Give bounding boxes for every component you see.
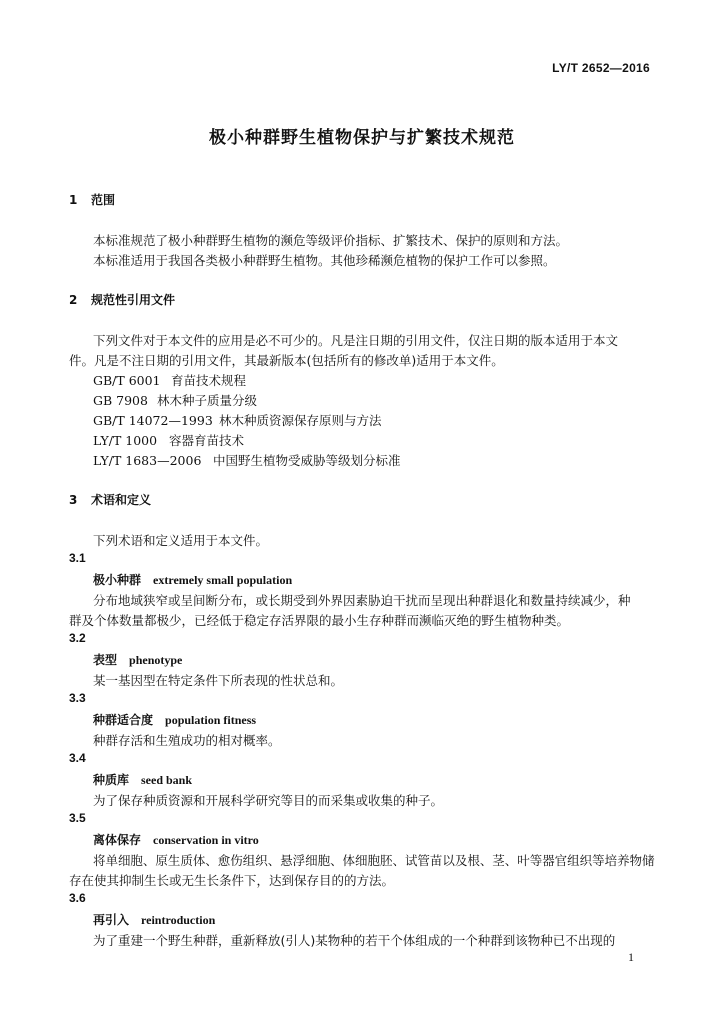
term-entry bbox=[93, 831, 259, 848]
term-chinese: 种群适合度 bbox=[93, 713, 154, 727]
term-definition: 将单细胞、原生质体、愈伤组织、悬浮细胞、体细胞胚、试管苗以及根、茎、叶等器官组织等培养物储 bbox=[93, 853, 655, 868]
reference-item bbox=[93, 431, 244, 449]
term-english: extremely small population bbox=[153, 573, 293, 587]
paragraph: 本标准规范了极小种群野生植物的濒危等级评价指标、扩繁技术、保护的原则和方法。 bbox=[93, 233, 569, 248]
section-title: 术语和定义 bbox=[91, 493, 152, 507]
term-number: 3.6 bbox=[69, 891, 86, 905]
reference-code: LY/T 1000 bbox=[93, 433, 158, 448]
reference-item bbox=[93, 371, 246, 389]
term-number: 3.4 bbox=[69, 751, 86, 765]
page-number: 1 bbox=[628, 950, 634, 964]
reference-code: GB/T 6001 bbox=[93, 373, 161, 388]
term-entry bbox=[93, 651, 182, 668]
reference-item bbox=[93, 391, 257, 409]
term-entry bbox=[93, 571, 292, 588]
term-english: conservation in vitro bbox=[153, 833, 259, 847]
section-3-heading bbox=[69, 491, 151, 508]
reference-item bbox=[93, 411, 382, 429]
paragraph: 下列术语和定义适用于本文件。 bbox=[93, 533, 269, 548]
section-title: 范围 bbox=[91, 193, 116, 207]
reference-code: GB 7908 bbox=[93, 393, 148, 408]
paragraph-line: 下列文件对于本文件的应用是必不可少的。凡是注日期的引用文件，仅注日期的版本适用于本文 bbox=[93, 333, 619, 348]
section-number: 2 bbox=[69, 293, 78, 307]
term-entry bbox=[93, 911, 215, 928]
paragraph-line: 件。凡是不注日期的引用文件，其最新版本(包括所有的修改单)适用于本文件。 bbox=[69, 353, 504, 368]
term-number: 3.3 bbox=[69, 691, 86, 705]
section-title: 规范性引用文件 bbox=[91, 293, 176, 307]
term-number: 3.2 bbox=[69, 631, 86, 645]
term-english: phenotype bbox=[129, 653, 183, 667]
reference-code: LY/T 1683—2006 bbox=[93, 453, 202, 468]
term-number: 3.1 bbox=[69, 551, 86, 565]
term-english: seed bank bbox=[141, 773, 193, 787]
term-english: reintroduction bbox=[141, 913, 216, 927]
section-2-heading bbox=[69, 291, 175, 308]
term-chinese: 表型 bbox=[93, 653, 118, 667]
paragraph: 本标准适用于我国各类极小种群野生植物。其他珍稀濒危植物的保护工作可以参照。 bbox=[93, 253, 556, 268]
standard-number: LY/T 2652—2016 bbox=[552, 61, 650, 75]
term-chinese: 离体保存 bbox=[93, 833, 142, 847]
term-definition: 某一基因型在特定条件下所表现的性状总和。 bbox=[93, 673, 344, 688]
term-number: 3.5 bbox=[69, 811, 86, 825]
reference-title: 育苗技术规程 bbox=[171, 373, 247, 388]
term-entry bbox=[93, 771, 192, 788]
reference-code: GB/T 14072—1993 bbox=[93, 413, 213, 428]
section-1-heading bbox=[69, 191, 115, 208]
document-title: 极小种群野生植物保护与扩繁技术规范 bbox=[209, 128, 515, 148]
section-number: 3 bbox=[69, 493, 78, 507]
reference-title: 林木种质资源保存原则与方法 bbox=[219, 413, 382, 428]
term-english: population fitness bbox=[165, 713, 257, 727]
term-definition: 为了保存种质资源和开展科学研究等目的而采集或收集的种子。 bbox=[93, 793, 444, 808]
reference-item bbox=[93, 451, 401, 469]
reference-title: 林木种子质量分级 bbox=[157, 393, 258, 408]
term-definition: 为了重建一个野生种群，重新释放(引人)某物种的若干个体组成的一个种群到该物种已不出现的 bbox=[93, 933, 616, 948]
term-definition: 种群存活和生殖成功的相对概率。 bbox=[93, 733, 281, 748]
term-definition: 群及个体数量都极少，已经低于稳定存活界限的最小生存种群而濒临灭绝的野生植物种类。 bbox=[69, 613, 570, 628]
term-chinese: 种质库 bbox=[93, 773, 130, 787]
reference-title: 容器育苗技术 bbox=[169, 433, 245, 448]
term-definition: 存在使其抑制生长或无生长条件下，达到保存目的的方法。 bbox=[69, 873, 395, 888]
term-chinese: 极小种群 bbox=[93, 573, 142, 587]
term-definition: 分布地域狭窄或呈间断分布，或长期受到外界因素胁迫干扰而呈现出种群退化和数量持续减少，种 bbox=[93, 593, 631, 608]
section-number: 1 bbox=[69, 193, 78, 207]
term-chinese: 再引入 bbox=[93, 913, 130, 927]
reference-title: 中国野生植物受威胁等级划分标准 bbox=[213, 453, 401, 468]
term-entry bbox=[93, 711, 256, 728]
